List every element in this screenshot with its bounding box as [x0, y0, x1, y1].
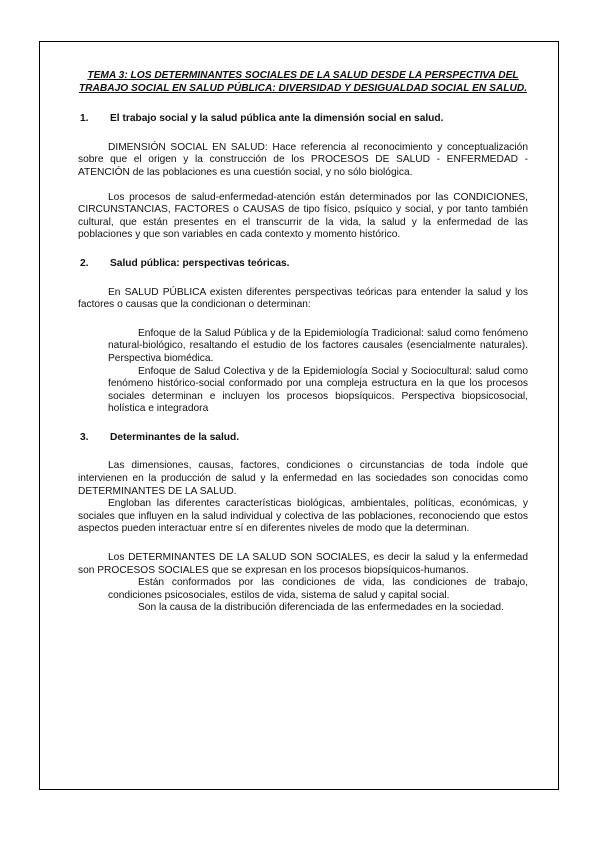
document-title: TEMA 3: LOS DETERMINANTES SOCIALES DE LA SALUD DESDE LA PERSPECTIVA DEL TRABAJO SOCIAL EN SALUD PÚBLICA: DIVERSIDAD Y DESIGUALDAD SOCIAL EN SALUD. — [78, 70, 528, 94]
paragraph: Engloban las diferentes características biológicas, ambientales, políticas, económicas, y sociales que influyen en la salud individual y colectiva de las poblaciones, reconociendo que estos aspectos pueden interactuar entre sí en diferentes niveles de modo que la determinan. — [78, 498, 528, 535]
approach-item: Enfoque de la Salud Pública y de la Epidemiología Tradicional: salud como fenómeno natural-biológico, resaltando el estudio de los factores causales (esencialmente naturales). Perspectiva biomédica. — [108, 327, 528, 364]
point-item: Son la causa de la distribución diferenciada de las enfermedades en la sociedad. — [138, 602, 504, 614]
section-title: Determinantes de la salud. — [110, 431, 240, 443]
paragraph: Los DETERMINANTES DE LA SALUD SON SOCIALES, es decir la salud y la enfermedad son PROCESOS SOCIALES que se expresan en los procesos biopsíquicos-humanos. — [78, 552, 528, 576]
approach-item: Enfoque de Salud Colectiva y de la Epidemiología Social y Sociocultural: salud como fenómeno histórico-social conformado por una compleja estructura en la que los procesos sociales determinan e incluyen los procesos biopsíquicos. Perspectiva biopsicosocial, holística e integradora — [108, 365, 528, 415]
section-title: Salud pública: perspectivas teóricas. — [110, 257, 290, 269]
section-1-heading — [78, 113, 528, 126]
paragraph: DIMENSIÓN SOCIAL EN SALUD: Hace referencia al reconocimiento y conceptualización sobre que el origen y la construcción de los PROCESOS DE SALUD - ENFERMEDAD - ATENCIÓN de las poblaciones es una cuestión social, y no sólo biológica. — [78, 141, 528, 178]
section-number: 1. — [80, 113, 89, 125]
section-2-heading — [78, 258, 528, 271]
determinant-points — [78, 577, 528, 615]
approaches-list — [78, 328, 528, 416]
section-title: El trabajo social y la salud pública ante la dimensión social en salud. — [110, 113, 444, 125]
paragraph: Los procesos de salud-enfermedad-atención están determinados por las CONDICIONES, CIRCUNSTANCIAS, FACTORES o CAUSAS de tipo físico, psíquico y social, y por tanto también cultural, que están presentes en el transcurrir de la vida, la salud y la enfermedad de las poblaciones y que son variables en cada contexto y momento histórico. — [78, 191, 528, 241]
section-3-heading — [78, 432, 528, 445]
section-number: 2. — [80, 257, 89, 269]
point-item: Están conformados por las condiciones de vida, las condiciones de trabajo, condiciones psicosociales, estilos de vida, sistema de salud y capital social. — [108, 577, 528, 601]
paragraph: Las dimensiones, causas, factores, condiciones o circunstancias de toda índole que intervienen en la producción de salud y la enfermedad en las sociedades son conocidas como DETERMINANTES DE LA SALUD. — [78, 460, 528, 497]
paragraph: En SALUD PÚBLICA existen diferentes perspectivas teóricas para entender la salud y los factores o causas que la condicionan o determinan: — [78, 286, 528, 311]
section-number: 3. — [80, 431, 89, 443]
document-body — [78, 70, 528, 615]
